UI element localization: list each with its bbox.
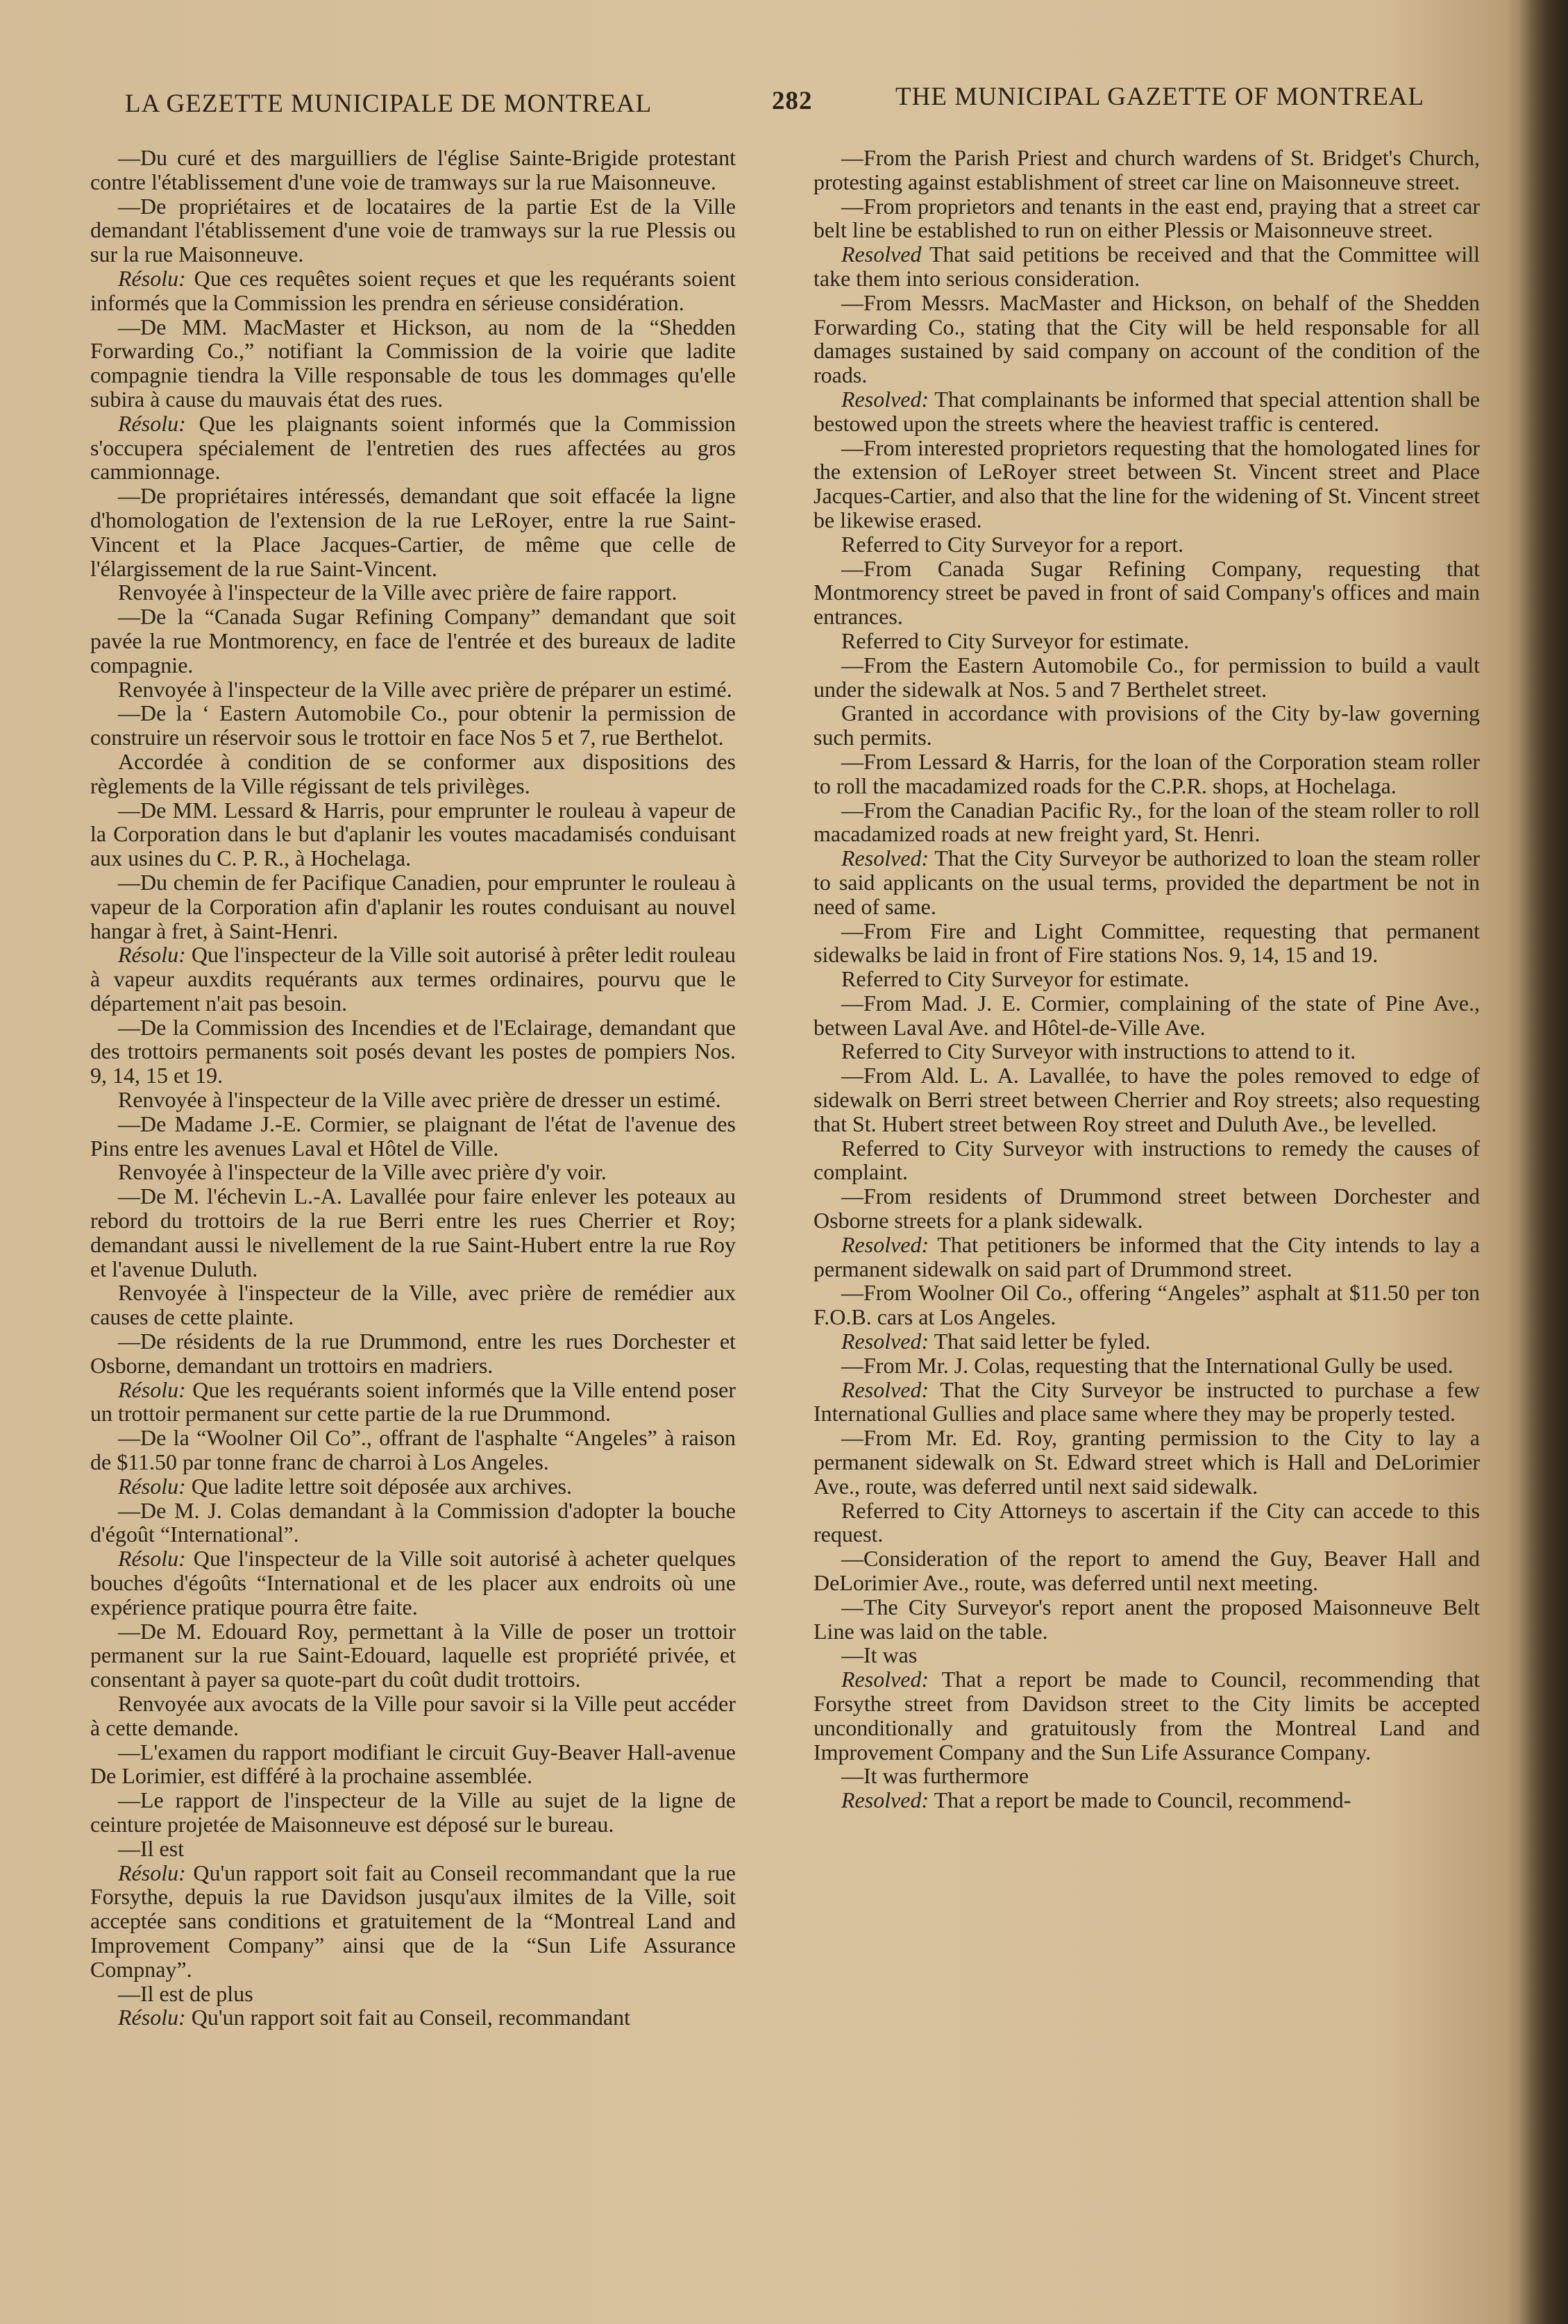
paragraph-text: Referred to City Surveyor with instructions to remedy the causes of complaint. [813, 1135, 1480, 1185]
french-paragraph [90, 605, 736, 677]
french-paragraph [90, 798, 736, 870]
french-paragraph [90, 1160, 736, 1184]
french-paragraph [90, 677, 736, 702]
french-paragraph [90, 1016, 736, 1088]
paragraph-text: Que l'inspecteur de la Ville soit autorisé à acheter quelques bouches d'égoûts “International et de les placer aux endroits où une expérience pratique pourra être faite. [90, 1546, 736, 1619]
french-paragraph [90, 2005, 736, 2030]
french-paragraph [90, 1426, 736, 1474]
english-paragraph [813, 1136, 1480, 1185]
paragraph-text: —De la Commission des Incendies et de l'Eclairage, demandant que des trottoirs permanents soit posés devant les postes de pompiers Nos. 9, 14, 15 et 19. [90, 1014, 736, 1088]
paragraph-text: —De Madame J.-E. Cormier, se plaignant de l'état de l'avenue des Pins entre les avenues Laval et Hôtel de Ville. [90, 1111, 736, 1161]
paragraph-text: Referred to City Surveyor with instructions to attend to it. [841, 1038, 1356, 1064]
paragraph-text: That petitioners be informed that the City intends to lay a permanent sidewalk on said part of Drummond street. [813, 1231, 1480, 1281]
paragraph-text: Referred to City Surveyor for estimate. [841, 966, 1190, 992]
english-paragraph [813, 1184, 1480, 1233]
paragraph-text: —De M. Edouard Roy, permettant à la Ville de poser un trottoir permanent sur la rue Saint-Edouard, laquelle est propriété privée, et consentant à payer sa quote-part du coût dudit trottoirs. [90, 1618, 736, 1692]
paragraph-text: —From the Canadian Pacific Ry., for the loan of the steam roller to roll macadamized roads at new freight yard, St. Henri. [813, 797, 1480, 847]
resolution-label: Résolu: [118, 1473, 186, 1499]
paragraph-text: —From Lessard & Harris, for the loan of the Corporation steam roller to roll the macadamized roads for the C.P.R. shops, at Hochelaga. [813, 748, 1480, 798]
paragraph-text: —From Fire and Light Committee, requesting that permanent sidewalks be laid in front of Fire stations Nos. 9, 14, 15 and 19. [813, 918, 1480, 968]
resolution-label: Résolu: [118, 1376, 186, 1402]
paragraph-text: —From the Eastern Automobile Co., for permission to build a vault under the sidewalk at Nos. 5 and 7 Berthelet street. [813, 652, 1480, 702]
paragraph-text: —Du curé et des marguilliers de l'église Sainte-Brigide protestant contre l'établissement d'une voie de tramways sur la rue Maisonneuve. [90, 145, 736, 194]
english-paragraph [813, 1595, 1480, 1644]
english-paragraph [813, 1667, 1480, 1764]
paragraph-text: That a report be made to Council, recommending that Forsythe street from Davidson street to the City limits be accepted unconditionally and gratuitously from the Montreal Land and Improvement Company and the Sun Life Assurance Company. [813, 1667, 1480, 1765]
french-paragraph [90, 1788, 736, 1837]
page-number: 282 [772, 87, 813, 115]
paragraph-text: —From residents of Drummond street between Dorchester and Osborne streets for a plank sidewalk. [813, 1184, 1480, 1233]
binding-shadow [1519, 0, 1568, 2324]
french-paragraph [90, 1619, 736, 1692]
english-paragraph [813, 557, 1480, 629]
english-paragraph [813, 1499, 1480, 1547]
paragraph-text: That the City Surveyor be instructed to purchase a few International Gullies and place same where they may be properly tested. [813, 1376, 1480, 1426]
paragraph-text: —Consideration of the report to amend the Guy, Beaver Hall and DeLorimier Ave., route, was deferred until next meeting. [813, 1546, 1480, 1596]
french-paragraph [90, 1547, 736, 1619]
paragraph-text: —De MM. Lessard & Harris, pour emprunter le rouleau à vapeur de la Corporation dans le but d'aplanir les voutes macadamisés conduisant aux usines du C. P. R., à Hochelaga. [90, 797, 736, 871]
paragraph-text: That complainants be informed that special attention shall be bestowed upon the streets where the heaviest traffic is centered. [813, 386, 1480, 436]
paragraph-text: —From Mad. J. E. Cormier, complaining of the state of Pine Ave., between Laval Ave. and Hôtel-de-Ville Ave. [813, 990, 1480, 1040]
english-paragraph [813, 991, 1480, 1040]
english-paragraph [813, 919, 1480, 968]
paragraph-text: Granted in accordance with provisions of the City by-law governing such permits. [813, 700, 1480, 750]
paragraph-text: Que ladite lettre soit déposée aux archives. [185, 1473, 572, 1499]
paragraph-text: —From interested proprietors requesting that the homologated lines for the extension of LeRoyer street between St. Vincent street and Place Jacques-Cartier, and also that the line for the widening of St. Vincent street be likewise erased. [813, 435, 1480, 532]
resolution-label: Resolved: [841, 1376, 929, 1402]
english-paragraph [813, 1063, 1480, 1136]
paragraph-text: Renvoyée à l'inspecteur de la Ville avec prière de faire rapport. [118, 580, 677, 605]
paragraph-text: Renvoyée à l'inspecteur de la Ville, avec prière de remédier aux causes de cette plainte. [90, 1280, 736, 1330]
paragraph-text: —De propriétaires intéressés, demandant que soit effacée la ligne d'homologation de l'extension de la rue LeRoyer, entre la rue Saint-Vincent et la Place Jacques-Cartier, de même que celle de l'élargissement de la rue Saint-Vincent. [90, 483, 736, 581]
paragraph-text: Renvoyée à l'inspecteur de la Ville avec prière de dresser un estimé. [118, 1087, 721, 1113]
paragraph-text: —It was furthermore [841, 1763, 1029, 1789]
paragraph-text: —Il est [118, 1835, 185, 1861]
french-paragraph [90, 1184, 736, 1281]
resolution-label: Résolu: [118, 2005, 186, 2030]
english-paragraph [813, 846, 1480, 918]
paragraph-text: —It was [841, 1642, 918, 1668]
french-paragraph [90, 484, 736, 580]
paragraph-text: —From Messrs. MacMaster and Hickson, on behalf of the Shedden Forwarding Co., stating that the City will be held responsable for all damages sustained by said company on account of the condition of the roads. [813, 289, 1480, 388]
english-paragraph [813, 532, 1480, 557]
english-paragraph [813, 629, 1480, 653]
resolution-label: Resolved: [841, 1231, 929, 1257]
english-paragraph [813, 653, 1480, 702]
french-paragraph [90, 1740, 736, 1789]
paragraph-text: —From Mr. Ed. Roy, granting permission to the City to lay a permanent sidewalk on St. Edward street which is Hall and DeLorimier Ave., route, was deferred until next said sidewalk. [813, 1425, 1480, 1499]
english-paragraph [813, 1354, 1480, 1378]
english-paragraph [813, 194, 1480, 243]
paragraph-text: —De la ‘ Eastern Automobile Co., pour obtenir la permission de construire un réservoir sous le trottoir en face Nos 5 et 7, rue Berthelot. [90, 700, 736, 750]
resolution-label: Resolved [841, 242, 922, 267]
paragraph-text: Renvoyée à l'inspecteur de la Ville avec prière de préparer un estimé. [118, 676, 732, 702]
paragraph-text: —From the Parish Priest and church wardens of St. Bridget's Church, protesting against establishment of street car line on Maisonneuve street. [813, 145, 1480, 194]
english-paragraph [813, 1426, 1480, 1498]
french-paragraph [90, 315, 736, 412]
french-column [90, 146, 736, 2030]
english-paragraph [813, 1764, 1480, 1788]
resolution-label: Résolu: [118, 1546, 186, 1572]
paragraph-text: —From Woolner Oil Co., offering “Angeles” asphalt at $11.50 per ton F.O.B. cars at Los Angeles. [813, 1280, 1480, 1330]
english-paragraph [813, 1281, 1480, 1329]
paragraph-text: Que l'inspecteur de la Ville soit autorisé à prêter ledit rouleau à vapeur auxdits requérants aux termes ordinaires, pourvu que le département n'ait pas besoin. [90, 942, 736, 1016]
english-paragraph [813, 1378, 1480, 1426]
paragraph-text: Que les requérants soient informés que la Ville entend poser un trottoir permanent sur cette partie de la rue Drummond. [90, 1376, 736, 1426]
english-paragraph [813, 798, 1480, 847]
resolution-label: Résolu: [118, 410, 186, 436]
resolution-label: Résolu: [118, 1860, 186, 1885]
paragraph-text: Que ces requêtes soient reçues et que les requérants soient informés que la Commission les prendra en sérieuse considération. [90, 265, 736, 315]
paragraph-text: Qu'un rapport soit fait au Conseil recommandant que la rue Forsythe, depuis la rue Davidson jusqu'aux ilmites de la Ville, soit acceptée sans conditions et gratuitement de la “Montreal Land and Improvement Company” ainsi que de la “Sun Life Assurance Compnay”. [90, 1860, 736, 1982]
paragraph-text: Renvoyée à l'inspecteur de la Ville avec prière d'y voir. [118, 1159, 607, 1185]
paragraph-text: —The City Surveyor's report anent the proposed Maisonneuve Belt Line was laid on the table. [813, 1594, 1480, 1644]
paragraph-text: Renvoyée aux avocats de la Ville pour savoir si la Ville peut accéder à cette demande. [90, 1691, 736, 1740]
french-paragraph [90, 1692, 736, 1740]
resolution-label: Résolu: [118, 265, 186, 291]
paragraph-text: That said letter be fyled. [929, 1329, 1151, 1354]
resolution-label: Resolved: [841, 386, 929, 412]
page-header [125, 82, 1444, 124]
french-paragraph [90, 1088, 736, 1112]
header-english-title: THE MUNICIPAL GAZETTE OF MONTREAL [895, 83, 1424, 111]
french-paragraph [90, 1499, 736, 1547]
paragraph-text: Que les plaignants soient informés que la Commission s'occupera spécialement de l'entretien des rues affectées au gros cammionnage. [90, 410, 736, 485]
french-paragraph [90, 1112, 736, 1161]
paragraph-text: —De la “Woolner Oil Co”., offrant de l'asphalte “Angeles” à raison de $11.50 par tonne franc de charroi à Los Angeles. [90, 1425, 736, 1475]
paragraph-text: —From Mr. J. Colas, requesting that the International Gully be used. [841, 1352, 1453, 1378]
french-paragraph [90, 1837, 736, 1861]
resolution-label: Resolved: [841, 1329, 929, 1354]
english-paragraph [813, 1547, 1480, 1595]
english-paragraph [813, 387, 1480, 436]
paragraph-text: That the City Surveyor be authorized to loan the steam roller to said applicants on the usual terms, provided the department be not in need of same. [813, 845, 1480, 919]
french-paragraph [90, 146, 736, 194]
paragraph-text: Qu'un rapport soit fait au Conseil, recommandant [185, 2005, 631, 2030]
english-paragraph [813, 1788, 1480, 1812]
resolution-label: Resolved: [841, 845, 929, 871]
english-paragraph [813, 750, 1480, 798]
paragraph-text: That a report be made to Council, recommend- [929, 1787, 1351, 1813]
resolution-label: Résolu: [118, 942, 186, 968]
paragraph-text: That said petitions be received and that the Committee will take them into serious consideration. [813, 242, 1480, 291]
french-paragraph [90, 267, 736, 315]
paragraph-text: —De MM. MacMaster et Hickson, au nom de la “Shedden Forwarding Co.,” notifiant la Commission de la voirie que ladite compagnie tiendra la Ville responsable de tous les dommages qu'elle subira à cause du mauvais état des rues. [90, 314, 736, 412]
english-paragraph [813, 291, 1480, 387]
french-paragraph [90, 1378, 736, 1426]
english-column [813, 146, 1480, 1812]
paragraph-text: —From Ald. L. A. Lavallée, to have the poles removed to edge of sidewalk on Berri street between Cherrier and Roy streets; also requesting that St. Hubert street between Roy street and Duluth Ave., be levelled. [813, 1063, 1480, 1136]
resolution-label: Resolved: [841, 1667, 929, 1692]
header-french-title: LA GEZETTE MUNICIPALE DE MONTREAL [125, 90, 652, 118]
french-paragraph [90, 412, 736, 484]
paragraph-text: Referred to City Surveyor for a report. [841, 531, 1184, 557]
french-paragraph [90, 1861, 736, 1982]
paragraph-text: —De résidents de la rue Drummond, entre les rues Dorchester et Osborne, demandant un trottoirs en madriers. [90, 1329, 736, 1378]
french-paragraph [90, 580, 736, 605]
paragraph-text: —From proprietors and tenants in the east end, praying that a street car belt line be established to run on either Plessis or Maisonneuve street. [813, 193, 1480, 243]
french-paragraph [90, 1474, 736, 1499]
paragraph-text: —From Canada Sugar Refining Company, requesting that Montmorency street be paved in front of said Company's offices and main entrances. [813, 555, 1480, 630]
english-paragraph [813, 242, 1480, 291]
paragraph-text: —De propriétaires et de locataires de la partie Est de la Ville demandant l'établissement d'une voie de tramways sur la rue Plessis ou sur la rue Maisonneuve. [90, 193, 736, 267]
paragraph-text: Referred to City Attorneys to ascertain if the City can accede to this request. [813, 1497, 1480, 1547]
english-paragraph [813, 1039, 1480, 1063]
paragraph-text: —De M. J. Colas demandant à la Commission d'adopter la bouche d'égoût “International”. [90, 1497, 736, 1547]
english-paragraph [813, 146, 1480, 194]
french-paragraph [90, 194, 736, 267]
french-paragraph [90, 1982, 736, 2006]
paragraph-text: —Du chemin de fer Pacifique Canadien, pour emprunter le rouleau à vapeur de la Corporation afin d'aplanir les routes conduisant au nouvel hangar à fret, à Saint-Henri. [90, 869, 736, 943]
resolution-label: Resolved: [841, 1787, 929, 1813]
english-paragraph [813, 1233, 1480, 1281]
french-paragraph [90, 870, 736, 943]
english-paragraph [813, 1643, 1480, 1667]
french-paragraph [90, 1281, 736, 1329]
paragraph-text: —Le rapport de l'inspecteur de la Ville au sujet de la ligne de ceinture projetée de Maisonneuve est déposé sur le bureau. [90, 1787, 736, 1837]
paragraph-text: —L'examen du rapport modifiant le circuit Guy-Beaver Hall-avenue De Lorimier, est différé à la prochaine assemblée. [90, 1739, 736, 1789]
paragraph-text: Accordée à condition de se conformer aux dispositions des règlements de la Ville régissant de tels privilèges. [90, 748, 736, 798]
paragraph-text: —De M. l'échevin L.-A. Lavallée pour faire enlever les poteaux au rebord du trottoirs de la rue Berri entre les rues Cherrier et Roy; demandant aussi le nivellement de la rue Saint-Hubert entre la rue Roy et l'avenue Duluth. [90, 1184, 736, 1281]
french-paragraph [90, 1329, 736, 1378]
paragraph-text: —De la “Canada Sugar Refining Company” demandant que soit pavée la rue Montmorency, en face de l'entrée et des bureaux de ladite compagnie. [90, 604, 736, 677]
paragraph-text: —Il est de plus [118, 1980, 253, 2006]
english-paragraph [813, 701, 1480, 750]
paragraph-text: Referred to City Surveyor for estimate. [841, 628, 1190, 653]
french-paragraph [90, 701, 736, 750]
french-paragraph [90, 750, 736, 798]
english-paragraph [813, 1329, 1480, 1354]
french-paragraph [90, 943, 736, 1015]
english-paragraph [813, 436, 1480, 532]
english-paragraph [813, 967, 1480, 991]
